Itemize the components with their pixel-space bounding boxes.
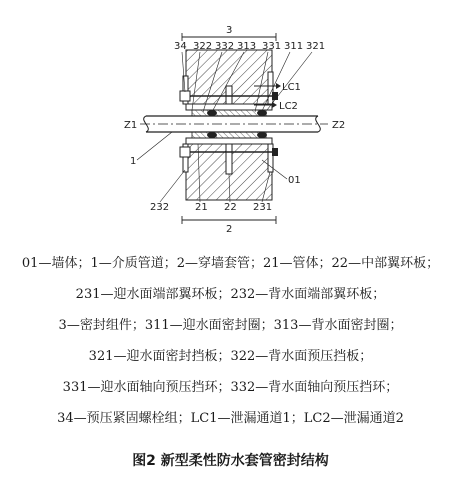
label-34: 34 [174,41,187,52]
middle-wing-ring-upper [226,86,232,104]
bolt-nut-upper [272,92,278,100]
seal-gap-lower [192,132,266,138]
bolt-head-upper [180,91,190,101]
label-321: 321 [306,41,326,52]
seal-structure-diagram [0,0,461,240]
label-22: 22 [224,202,237,213]
label-z1: Z1 [124,120,138,131]
label-lc1: LC1 [282,82,301,93]
label-332: 332 [215,41,235,52]
figure-caption: 图2 新型柔性防水套管密封结构 [132,453,329,469]
label-231: 231 [253,202,273,213]
label-232: 232 [150,202,170,213]
label-z2: Z2 [332,120,346,131]
label-3: 3 [226,25,233,36]
legend-line-5: 331—迎水面轴向预压挡环；332—背水面轴向预压挡环； [62,380,399,395]
leader-232 [160,170,185,202]
middle-wing-ring-lower [226,144,232,174]
label-2: 2 [226,224,233,235]
leader-1 [137,132,172,160]
label-331: 331 [262,41,282,52]
label-322: 322 [193,41,213,52]
label-311: 311 [284,41,304,52]
label-01: 01 [288,175,301,186]
legend-line-4: 321—迎水面密封挡板；322—背水面预压挡板； [88,349,373,364]
legend-line-1: 01—墙体；1—介质管道；2—穿墙套管；21—管体；22—中部翼环板； [21,256,440,271]
bolt-head-lower [180,147,190,157]
bolt-nut-lower [272,148,278,156]
label-21: 21 [195,202,208,213]
legend-line-6: 34—预压紧固螺栓组；LC1—泄漏通道1；LC2—泄漏通道2 [57,411,404,426]
seal-ring-313-lower [207,132,217,138]
legend-line-2: 231—迎水面端部翼环板；232—背水面端部翼环板； [75,287,386,302]
label-313: 313 [237,41,257,52]
label-lc2: LC2 [279,101,298,112]
legend-line-3: 3—密封组件；311—迎水面密封圈；313—背水面密封圈； [58,318,403,333]
label-1: 1 [130,156,137,167]
sleeve-lower [186,138,272,144]
seal-ring-313-upper [207,110,217,116]
lc1-arrowhead [276,83,281,89]
seal-ring-311-lower [257,132,267,138]
